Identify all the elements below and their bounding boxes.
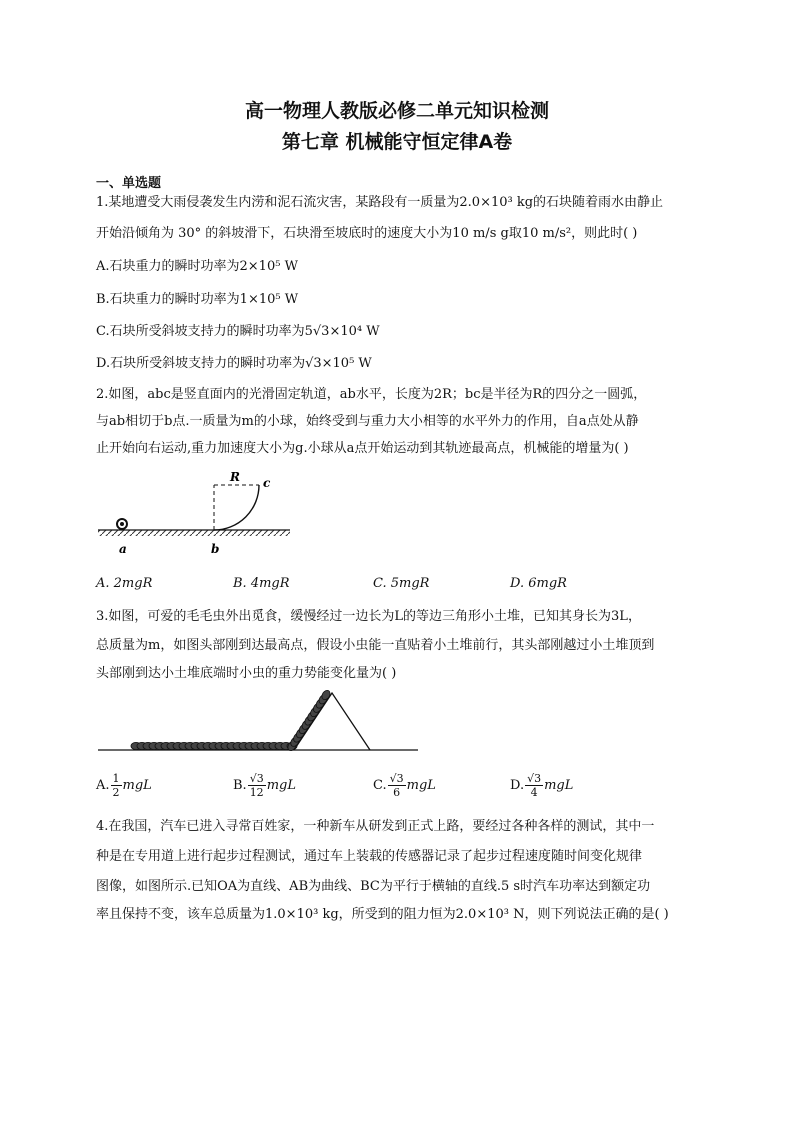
caterpillar-body (131, 689, 332, 752)
label-b: b (211, 542, 220, 556)
q1-option-a: A.石块重力的瞬时功率为2×10⁵ W (96, 259, 298, 274)
q3-stem-line1: 3.如图，可爱的毛毛虫外出觅食，缓慢经过一边长为L的等边三角形小土堆，已知其身长为3L， (96, 609, 641, 624)
q3-option-d: D. √3 4 mgL (510, 772, 574, 799)
q2-stem-line3: 止开始向右运动,重力加速度大小为g.小球从a点开始运动到其轨迹最高点，机械能的增量为( ) (96, 441, 629, 456)
q1-option-d: D.石块所受斜坡支持力的瞬时功率为√3×10⁵ W (96, 356, 372, 371)
section-heading: 一、单选题 (96, 176, 162, 191)
q4-stem-line2: 种是在专用道上进行起步过程测试，通过车上装载的传感器记录了起步过程速度随时间变化规律 (96, 849, 643, 864)
q1-option-c: C.石块所受斜坡支持力的瞬时功率为5√3×10⁴ W (96, 324, 380, 339)
document-subtitle: 第七章 机械能守恒定律A卷 (281, 131, 513, 153)
q4-stem-line3: 图像，如图所示.已知OA为直线、AB为曲线、BC为平行于横轴的直线.5 s时汽车功率达到额定功 (96, 879, 651, 894)
q2-stem-line2: 与ab相切于b点.一质量为m的小球，始终受到与重力大小相等的水平外力的作用，自a点处从静 (96, 414, 639, 429)
q2-option-a: A. 2mgR (96, 576, 153, 591)
q1-stem-line1: 1.某地遭受大雨侵袭发生内涝和泥石流灾害，某路段有一质量为2.0×10³ kg的石块随着雨水由静止 (96, 195, 664, 210)
q3-caterpillar-figure (96, 686, 426, 756)
label-a: a (119, 542, 127, 556)
q4-stem-line4: 率且保持不变，该车总质量为1.0×10³ kg，所受到的阻力恒为2.0×10³ N，则下列说法正确的是( ) (96, 907, 669, 922)
quarter-arc-bc (214, 485, 259, 530)
ground-hatch (98, 530, 290, 536)
q3-option-a: A. 1 2 mgL (96, 772, 152, 799)
q2-option-d: D. 6mgR (510, 576, 567, 591)
q1-option-b: B.石块重力的瞬时功率为1×10⁵ W (96, 292, 299, 307)
q3-option-b: B. √3 12 mgL (233, 772, 296, 799)
q4-stem-line1: 4.在我国，汽车已进入寻常百姓家，一种新车从研发到正式上路，要经过各种各样的测试，其中一 (96, 819, 655, 834)
document-title: 高一物理人教版必修二单元知识检测 (244, 100, 549, 122)
q2-track-figure (96, 462, 296, 562)
label-c: c (263, 476, 271, 490)
q3-stem-line2: 总质量为m，如图头部刚到达最高点，假设小虫能一直贴着小土堆前行，其头部刚越过小土堆顶到 (96, 638, 655, 653)
q1-stem-line2: 开始沿倾角为 30° 的斜坡滑下，石块滑至坡底时的速度大小为10 m/s g取10 m/s²，则此时( ) (96, 226, 638, 241)
q2-option-c: C. 5mgR (373, 576, 430, 591)
label-r: R (230, 470, 240, 484)
q3-stem-line3: 头部刚到达小土堆底端时小虫的重力势能变化量为( ) (96, 666, 397, 681)
q2-stem-line1: 2.如图，abc是竖直面内的光滑固定轨道，ab水平，长度为2R；bc是半径为R的四分之一圆弧， (96, 387, 647, 402)
q2-option-b: B. 4mgR (233, 576, 290, 591)
q3-option-c: C. √3 6 mgL (373, 772, 436, 799)
